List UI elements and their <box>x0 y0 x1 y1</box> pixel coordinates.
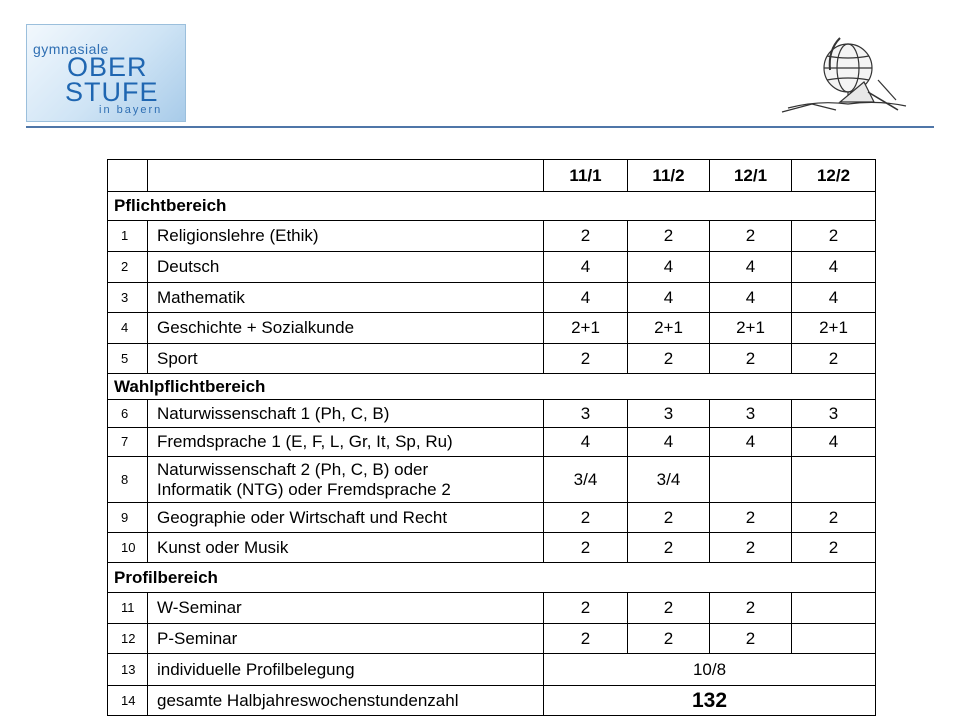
subject-cell: P-Seminar <box>148 624 544 654</box>
header-cell-11-1: 11/1 <box>544 160 628 192</box>
value-cell: 2 <box>792 221 876 252</box>
logo-text-gymnasiale: gymnasiale <box>33 41 109 57</box>
value-cell: 2 <box>544 593 628 624</box>
total-hours-cell: 132 <box>544 686 876 716</box>
value-cell: 4 <box>710 428 792 457</box>
table-row <box>108 533 876 563</box>
value-cell: 2 <box>710 533 792 563</box>
value-cell: 2 <box>544 344 628 374</box>
value-cell <box>792 457 876 503</box>
value-cell: 3 <box>710 400 792 428</box>
section-row <box>108 563 876 593</box>
value-cell: 2 <box>628 624 710 654</box>
subject-cell: Naturwissenschaft 1 (Ph, C, B) <box>148 400 544 428</box>
value-cell: 2 <box>544 533 628 563</box>
header-cell-subject <box>148 160 544 192</box>
subject-cell: Sport <box>148 344 544 374</box>
value-cell: 4 <box>544 428 628 457</box>
table-row <box>108 400 876 428</box>
row-number: 13 <box>108 654 148 686</box>
subject-cell: gesamte Halbjahreswochenstundenzahl <box>148 686 544 716</box>
header-cell-12-1: 12/1 <box>710 160 792 192</box>
section-pflichtbereich: Pflichtbereich <box>108 192 876 221</box>
value-cell: 3 <box>544 400 628 428</box>
subject-cell: Religionslehre (Ethik) <box>148 221 544 252</box>
row-number: 5 <box>108 344 148 374</box>
table-row <box>108 428 876 457</box>
value-cell: 2 <box>628 503 710 533</box>
value-cell: 2 <box>710 344 792 374</box>
subject-line: Informatik (NTG) oder Fremdsprache 2 <box>157 479 451 499</box>
value-cell: 2 <box>544 221 628 252</box>
section-row <box>108 374 876 400</box>
section-row <box>108 192 876 221</box>
value-cell: 2 <box>628 344 710 374</box>
value-cell: 2 <box>544 503 628 533</box>
value-cell: 3/4 <box>628 457 710 503</box>
value-cell: 4 <box>710 283 792 313</box>
row-number: 14 <box>108 686 148 716</box>
table-row <box>108 457 876 503</box>
row-number: 4 <box>108 313 148 344</box>
curriculum-table <box>107 159 876 716</box>
table-row <box>108 344 876 374</box>
logo-text-in-bayern: in bayern <box>99 104 163 116</box>
value-cell: 4 <box>792 428 876 457</box>
subject-cell: Fremdsprache 1 (E, F, L, Gr, It, Sp, Ru) <box>148 428 544 457</box>
value-cell: 3 <box>628 400 710 428</box>
value-cell: 2+1 <box>710 313 792 344</box>
row-number: 7 <box>108 428 148 457</box>
value-cell: 3 <box>792 400 876 428</box>
globe-with-drafting-tools-icon <box>778 30 912 114</box>
table-row <box>108 503 876 533</box>
value-cell: 2 <box>792 344 876 374</box>
subject-cell <box>148 457 544 503</box>
value-cell: 2 <box>710 221 792 252</box>
section-profilbereich: Profilbereich <box>108 563 876 593</box>
value-cell: 4 <box>710 252 792 283</box>
value-cell: 2 <box>628 593 710 624</box>
table-row <box>108 686 876 716</box>
value-cell: 4 <box>628 428 710 457</box>
value-cell: 4 <box>628 283 710 313</box>
value-cell <box>710 457 792 503</box>
value-cell <box>792 593 876 624</box>
table-row <box>108 252 876 283</box>
subject-cell: individuelle Profilbelegung <box>148 654 544 686</box>
subject-cell: W-Seminar <box>148 593 544 624</box>
value-cell: 2 <box>628 533 710 563</box>
value-cell: 4 <box>792 252 876 283</box>
value-cell: 4 <box>628 252 710 283</box>
value-cell <box>792 624 876 654</box>
table-row <box>108 593 876 624</box>
row-number: 3 <box>108 283 148 313</box>
subject-cell: Mathematik <box>148 283 544 313</box>
row-number: 9 <box>108 503 148 533</box>
subject-cell: Geographie oder Wirtschaft und Recht <box>148 503 544 533</box>
table-row <box>108 221 876 252</box>
value-cell: 2+1 <box>628 313 710 344</box>
header-cell-num <box>108 160 148 192</box>
subject-cell: Kunst oder Musik <box>148 533 544 563</box>
table-header-row <box>108 160 876 192</box>
value-cell: 2 <box>628 221 710 252</box>
header-cell-11-2: 11/2 <box>628 160 710 192</box>
subject-cell: Geschichte + Sozialkunde <box>148 313 544 344</box>
table-row <box>108 654 876 686</box>
header-divider <box>26 126 934 128</box>
table-row <box>108 283 876 313</box>
value-cell: 2 <box>710 503 792 533</box>
row-number: 2 <box>108 252 148 283</box>
row-number: 10 <box>108 533 148 563</box>
value-cell: 2 <box>792 533 876 563</box>
table-row <box>108 624 876 654</box>
value-cell: 2+1 <box>544 313 628 344</box>
value-cell: 4 <box>544 283 628 313</box>
logo <box>26 24 186 122</box>
row-number: 12 <box>108 624 148 654</box>
logo-text-ober: OBER <box>67 52 148 82</box>
row-number: 1 <box>108 221 148 252</box>
row-number: 6 <box>108 400 148 428</box>
section-wahlpflichtbereich: Wahlpflichtbereich <box>108 374 876 400</box>
header-cell-12-2: 12/2 <box>792 160 876 192</box>
value-cell: 2 <box>544 624 628 654</box>
value-cell: 2+1 <box>792 313 876 344</box>
merged-value-cell: 10/8 <box>544 654 876 686</box>
subject-line: Naturwissenschaft 2 (Ph, C, B) oder <box>157 459 429 479</box>
value-cell: 4 <box>792 283 876 313</box>
table-row <box>108 313 876 344</box>
value-cell: 2 <box>710 624 792 654</box>
row-number: 11 <box>108 593 148 624</box>
value-cell: 4 <box>544 252 628 283</box>
logo-text-stufe: STUFE <box>65 77 159 107</box>
value-cell: 3/4 <box>544 457 628 503</box>
row-number: 8 <box>108 457 148 503</box>
subject-cell: Deutsch <box>148 252 544 283</box>
value-cell: 2 <box>792 503 876 533</box>
value-cell: 2 <box>710 593 792 624</box>
